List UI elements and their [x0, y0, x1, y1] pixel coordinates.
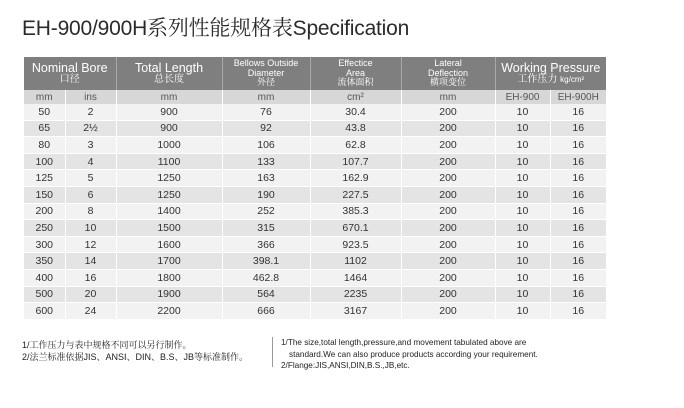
- note-en-1b: standard.We can also produce products according your requirement.: [289, 349, 538, 359]
- table-cell: 200: [24, 203, 65, 220]
- table-cell: 62.8: [310, 137, 401, 154]
- table-row: [24, 104, 606, 120]
- table-cell: 16: [550, 170, 606, 187]
- table-cell: 200: [401, 303, 495, 320]
- table-cell: 200: [401, 286, 495, 303]
- table-cell: 10: [495, 153, 550, 170]
- table-cell: 3167: [310, 303, 401, 320]
- table-cell: 923.5: [310, 236, 401, 253]
- table-cell: 350: [24, 253, 65, 270]
- unit-cell: mm: [401, 90, 495, 104]
- table-cell: 2200: [116, 303, 222, 320]
- unit-cell: EH-900: [495, 90, 550, 104]
- table-cell: 16: [550, 104, 606, 120]
- table-units-row: [24, 90, 606, 104]
- table-cell: 92: [222, 120, 310, 137]
- table-cell: 50: [24, 104, 65, 120]
- table-cell: 30.4: [310, 104, 401, 120]
- header-working-pressure: Working Pressure 工作压力 kg/cm²: [495, 57, 606, 90]
- table-row: [24, 253, 606, 270]
- unit-cell: mm: [24, 90, 65, 104]
- table-cell: 10: [495, 286, 550, 303]
- table-cell: 16: [550, 286, 606, 303]
- table-cell: 1100: [116, 153, 222, 170]
- table-row: [24, 170, 606, 187]
- table-cell: 1000: [116, 137, 222, 154]
- table-cell: 162.9: [310, 170, 401, 187]
- table-cell: 43.8: [310, 120, 401, 137]
- table-cell: 10: [495, 253, 550, 270]
- table-cell: 14: [65, 253, 116, 270]
- unit-cell: mm: [116, 90, 222, 104]
- table-cell: 200: [401, 137, 495, 154]
- table-cell: 1250: [116, 186, 222, 203]
- table-cell: 200: [401, 153, 495, 170]
- table-cell: 200: [401, 120, 495, 137]
- table-cell: 385.3: [310, 203, 401, 220]
- table-row: [24, 236, 606, 253]
- header-effective-area: Effectice Area 流体面积: [310, 57, 401, 90]
- table-cell: 16: [550, 186, 606, 203]
- table-cell: 462.8: [222, 269, 310, 286]
- table-cell: 10: [495, 137, 550, 154]
- table-cell: 1700: [116, 253, 222, 270]
- header-total-length: Total Length 总长度: [116, 57, 222, 90]
- table-cell: 500: [24, 286, 65, 303]
- table-cell: 252: [222, 203, 310, 220]
- table-cell: 12: [65, 236, 116, 253]
- table-row: [24, 286, 606, 303]
- table-cell: 600: [24, 303, 65, 320]
- notes-english: [281, 337, 538, 372]
- header-nominal-bore: Nominal Bore 口径: [24, 57, 116, 90]
- table-cell: 200: [401, 236, 495, 253]
- table-row: [24, 153, 606, 170]
- unit-cell: cm²: [310, 90, 401, 104]
- specification-table: [24, 57, 606, 320]
- unit-cell: mm: [222, 90, 310, 104]
- table-cell: 6: [65, 186, 116, 203]
- table-cell: 2½: [65, 120, 116, 137]
- table-cell: 200: [401, 253, 495, 270]
- note-cn-1: 1/工作压力与表中规格不同可以另行制作。: [22, 340, 192, 350]
- table-cell: 16: [65, 269, 116, 286]
- table-cell: 1400: [116, 203, 222, 220]
- note-en-1: 1/The size,total length,pressure,and movement tabulated above are: [281, 338, 527, 347]
- table-cell: 900: [116, 120, 222, 137]
- note-cn-2: 2/法兰标准依据JIS、ANSI、DIN、B.S、JB等标准制作。: [22, 352, 249, 362]
- table-cell: 200: [401, 220, 495, 237]
- table-cell: 900: [116, 104, 222, 120]
- table-cell: 20: [65, 286, 116, 303]
- table-cell: 76: [222, 104, 310, 120]
- table-cell: 24: [65, 303, 116, 320]
- table-cell: 564: [222, 286, 310, 303]
- table-cell: 400: [24, 269, 65, 286]
- header-bellows-od: Bellows Outside Diameter 外径: [222, 57, 310, 90]
- table-cell: 10: [495, 203, 550, 220]
- table-cell: 1500: [116, 220, 222, 237]
- table-cell: 10: [65, 220, 116, 237]
- table-cell: 150: [24, 186, 65, 203]
- table-cell: 1464: [310, 269, 401, 286]
- table-cell: 200: [401, 186, 495, 203]
- table-cell: 200: [401, 170, 495, 187]
- table-cell: 227.5: [310, 186, 401, 203]
- table-cell: 10: [495, 120, 550, 137]
- note-en-2: 2/Flange:JIS,ANSI,DIN,B.S.,JB,etc.: [281, 361, 410, 370]
- table-header-row: [24, 57, 606, 90]
- table-body: [24, 104, 606, 319]
- table-cell: 1900: [116, 286, 222, 303]
- table-cell: 315: [222, 220, 310, 237]
- table-cell: 16: [550, 120, 606, 137]
- table-cell: 133: [222, 153, 310, 170]
- table-cell: 2235: [310, 286, 401, 303]
- table-cell: 1600: [116, 236, 222, 253]
- table-cell: 200: [401, 203, 495, 220]
- table-cell: 666: [222, 303, 310, 320]
- table-cell: 1250: [116, 170, 222, 187]
- unit-cell: ins: [65, 90, 116, 104]
- table-cell: 5: [65, 170, 116, 187]
- table-cell: 3: [65, 137, 116, 154]
- table-cell: 670.1: [310, 220, 401, 237]
- table-cell: 1800: [116, 269, 222, 286]
- table-cell: 106: [222, 137, 310, 154]
- table-cell: 10: [495, 186, 550, 203]
- table-cell: 8: [65, 203, 116, 220]
- table-cell: 125: [24, 170, 65, 187]
- table-row: [24, 120, 606, 137]
- table-cell: 366: [222, 236, 310, 253]
- table-row: [24, 269, 606, 286]
- table-row: [24, 303, 606, 320]
- table-cell: 16: [550, 137, 606, 154]
- notes-divider: [272, 337, 273, 367]
- table-cell: 10: [495, 303, 550, 320]
- table-cell: 2: [65, 104, 116, 120]
- table-cell: 250: [24, 220, 65, 237]
- table-cell: 200: [401, 104, 495, 120]
- table-cell: 163: [222, 170, 310, 187]
- table-cell: 16: [550, 153, 606, 170]
- table-row: [24, 203, 606, 220]
- table-cell: 80: [24, 137, 65, 154]
- page-title: EH-900/900H系列性能规格表Specification: [22, 17, 410, 40]
- table-cell: 100: [24, 153, 65, 170]
- unit-cell: EH-900H: [550, 90, 606, 104]
- table-cell: 16: [550, 236, 606, 253]
- table-cell: 10: [495, 236, 550, 253]
- table-cell: 398.1: [222, 253, 310, 270]
- table-row: [24, 186, 606, 203]
- table-cell: 190: [222, 186, 310, 203]
- table-cell: 16: [550, 303, 606, 320]
- header-lateral-deflection: Lateral Deflection 横项变位: [401, 57, 495, 90]
- table-cell: 10: [495, 104, 550, 120]
- table-cell: 10: [495, 269, 550, 286]
- table-cell: 16: [550, 220, 606, 237]
- table-cell: 10: [495, 220, 550, 237]
- table-row: [24, 137, 606, 154]
- table-cell: 16: [550, 253, 606, 270]
- table-cell: 16: [550, 203, 606, 220]
- table-cell: 200: [401, 269, 495, 286]
- table-row: [24, 220, 606, 237]
- table-cell: 1102: [310, 253, 401, 270]
- table-cell: 10: [495, 170, 550, 187]
- table-cell: 16: [550, 269, 606, 286]
- table-cell: 65: [24, 120, 65, 137]
- table-cell: 107.7: [310, 153, 401, 170]
- table-cell: 300: [24, 236, 65, 253]
- notes-chinese: [22, 339, 248, 363]
- table-cell: 4: [65, 153, 116, 170]
